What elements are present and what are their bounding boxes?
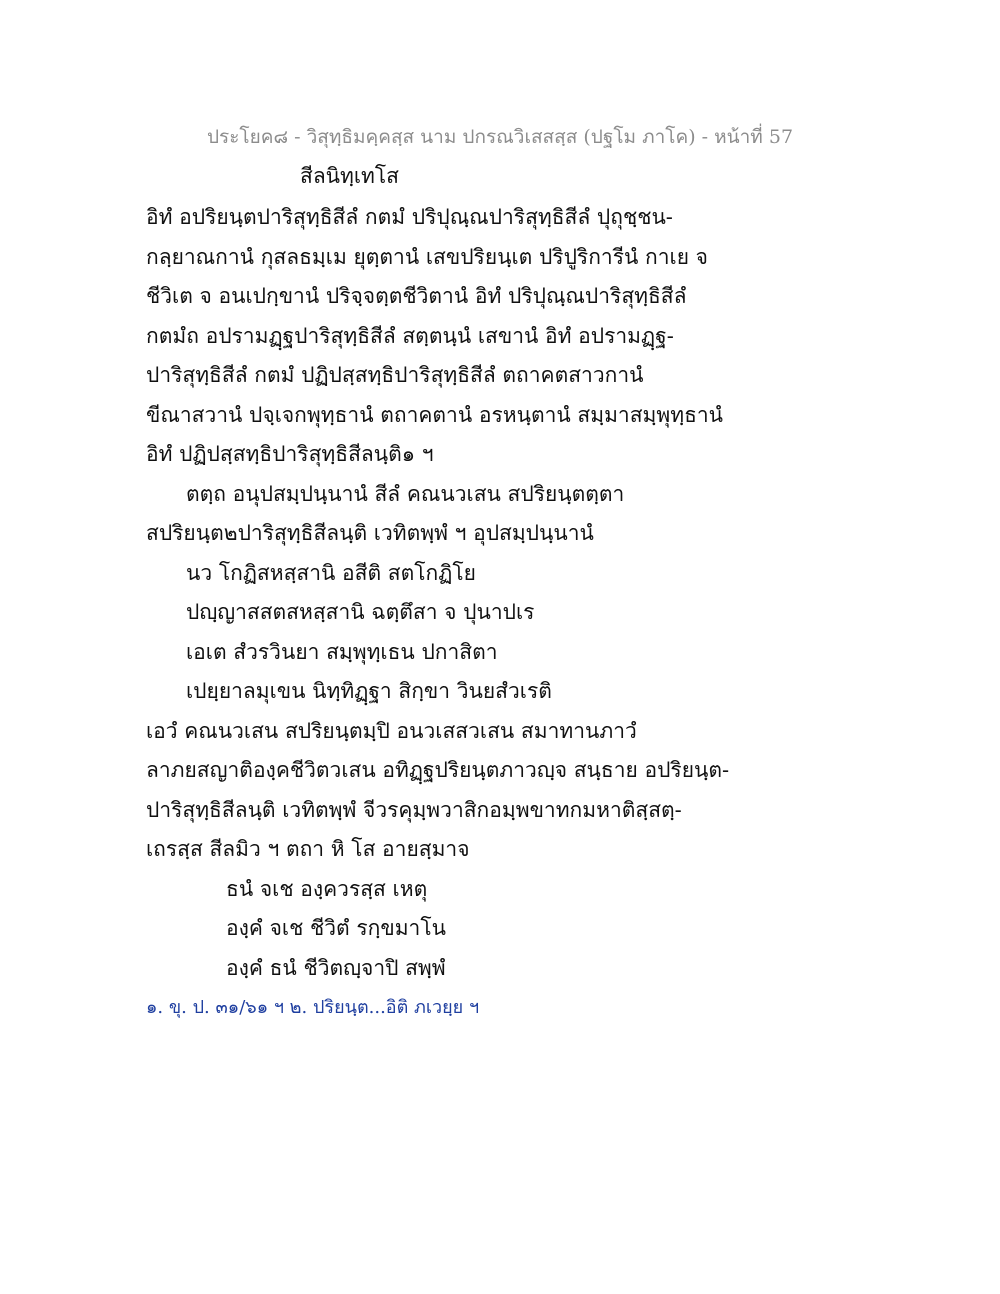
text-line: เอวํ คณนวเสน สปริยนฺตมฺปิ อนวเสสวเสน สมาทานภาวํ [146, 718, 637, 743]
text-line: เอเต สํวรวินยา สมฺพุทฺเธน ปกาสิตา [186, 639, 498, 664]
text-line: ปาริสุทฺธิสีลนฺติ เวทิตพฺพํ จีวรคุมฺพวาสิกอมฺพขาทกมหาติสฺสตฺ- [146, 797, 682, 822]
text-line: ปญฺญาสสตสหสฺสานิ ฉตฺตึสา จ ปุนาปเร [186, 600, 535, 624]
text-line: ธนํ จเช องฺควรสฺส เหตุ [226, 876, 428, 901]
section-title: สีลนิทฺเทโส [300, 164, 400, 188]
footnote: ๑. ขุ. ป. ๓๑/๖๑ ฯ ๒. ปริยนฺต...อิติ ภเวยฺย ฯ [146, 997, 480, 1018]
text-line: อิทํ อปริยนฺตปาริสุทฺธิสีลํ กตมํ ปริปุณฺณปาริสุทฺธิสีลํ ปุถุชฺชน- [146, 205, 673, 229]
text-line: ชีวิเต จ อนเปกฺขานํ ปริจฺจตฺตชีวิตานํ อิทํ ปริปุณฺณปาริสุทฺธิสีลํ [146, 284, 687, 308]
text-line: อิทํ ปฏิปสฺสทฺธิปาริสุทฺธิสีลนฺติ๑ ฯ [146, 442, 434, 466]
text-line: เถรสฺส สีลมิว ฯ ตถา หิ โส อายสฺมาจ [146, 837, 470, 861]
text-line: ขีณาสวานํ ปจฺเจกพุทฺธานํ ตถาคตานํ อรหนฺตานํ สมฺมาสมฺพุทฺธานํ [146, 402, 724, 427]
text-line: กลฺยาณกานํ กุสลธมฺเม ยุตฺตานํ เสขปริยนฺเต ปริปูริการีนํ กาเย จ [146, 244, 708, 269]
text-line: องฺคํ ธนํ ชีวิตญฺจาปิ สพฺพํ [226, 955, 446, 980]
body-text [146, 198, 730, 988]
text-line: เปยฺยาลมุเขน นิทฺทิฏฺฐา สิกฺขา วินยสํวเรติ [186, 679, 552, 703]
text-line: กตมํถ อปรามฏฺฐปาริสุทฺธิสีลํ สตฺตนฺนํ เสขานํ อิทํ อปรามฏฺฐ- [146, 323, 674, 348]
page-header: ประโยค๘ - วิสุทฺธิมคฺคสฺส นาม ปกรณวิเสสสฺส (ปฐโม ภาโค) - หน้าที่ 57 [206, 126, 794, 148]
text-line: ตตฺถ อนุปสมฺปนฺนานํ สีลํ คณนวเสน สปริยนฺตตฺตา [186, 481, 625, 506]
text-line: ปาริสุทฺธิสีลํ กตมํ ปฏิปสฺสทฺธิปาริสุทฺธิสีลํ ตถาคตสาวกานํ [146, 363, 644, 387]
text-line: นว โกฏิสหสฺสานิ อสีติ สตโกฏิโย [186, 560, 476, 585]
text-line: สปริยนฺต๒ปาริสุทฺธิสีลนฺติ เวทิตพฺพํ ฯ อุปสมฺปนฺนานํ [146, 521, 594, 545]
text-line: องฺคํ จเช ชีวิตํ รกฺขมาโน [226, 916, 446, 940]
text-line: ลาภยสญาติองฺคชีวิตวเสน อทิฏฺฐปริยนฺตภาวญฺจ สนฺธาย อปริยนฺต- [146, 758, 730, 782]
